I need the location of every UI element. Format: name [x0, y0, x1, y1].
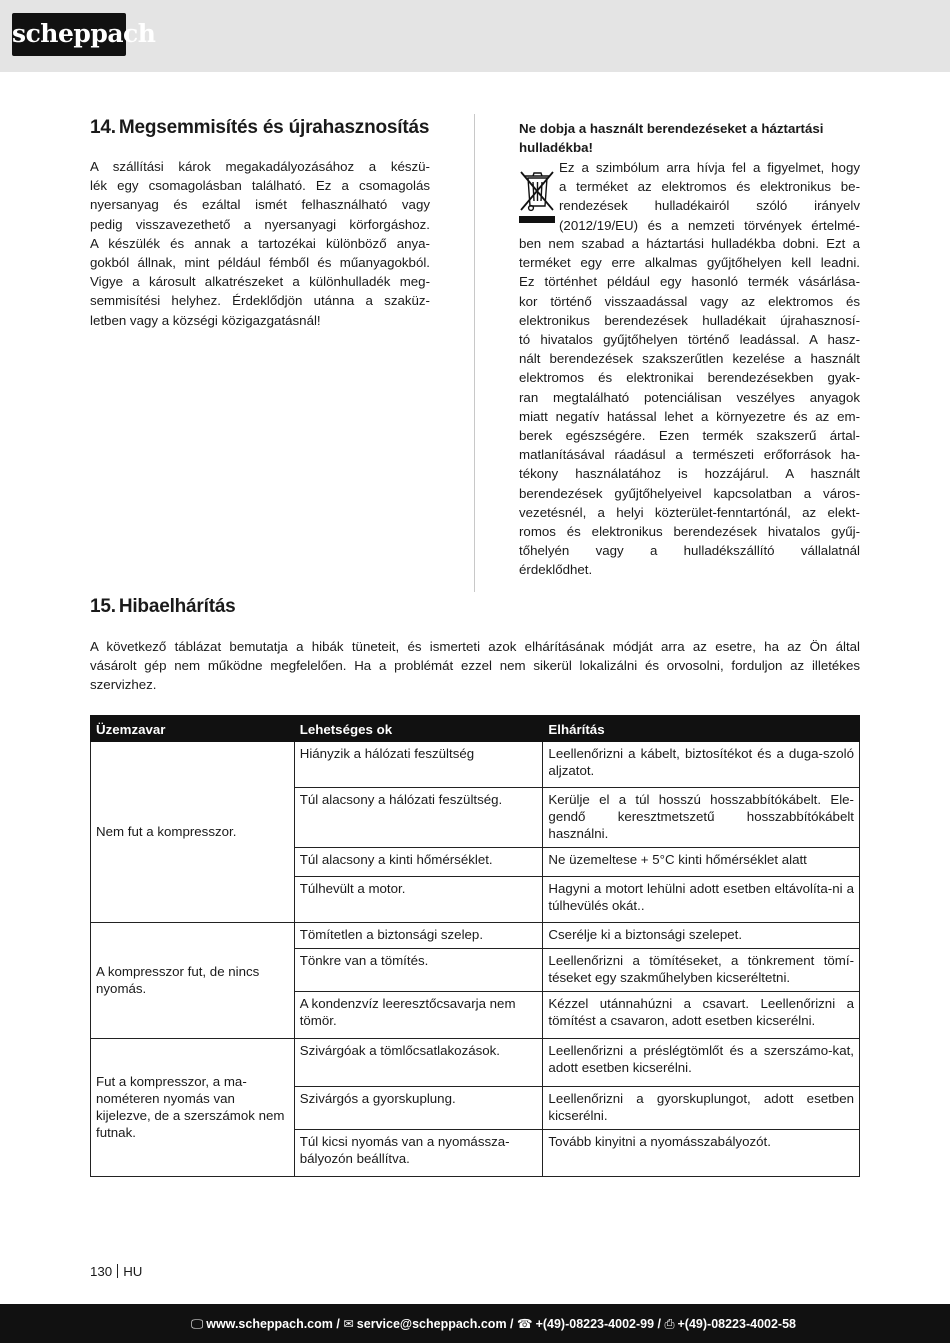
text-line: miatt negatív hatással lehet a környezetre és az em- [519, 408, 860, 424]
section-title: Megsemmisítés és újrahasznosítás [118, 117, 430, 138]
footer-contacts [191, 1316, 796, 1332]
fax-icon: ⎙ [664, 1317, 675, 1331]
text-line: letben vagy a községi közigazgatásnál! [90, 312, 321, 328]
text-line: kor történő visszaadással vagy az elektromos és [519, 293, 860, 309]
footer-phone: +(49)-08223-4002-99 [535, 1317, 655, 1331]
fault-cell: Fut a kompresszor, a ma-nométeren nyomás van kijelezve, de a szerszámok nem futnak. [91, 1039, 295, 1177]
separator: / [506, 1317, 517, 1331]
table-header-row [91, 716, 860, 742]
section-15-heading [90, 596, 236, 618]
remedy-cell: Kerülje el a túl hosszú hosszabbítókábelt. Ele-gendő keresztmetszetű hosszabbítókábelt használni. [543, 788, 860, 848]
cause-cell: Hiányzik a hálózati feszültség [294, 742, 543, 788]
page-number [90, 1264, 142, 1279]
text-line: A szállítási károk megakadályozásához a készü- [90, 159, 430, 174]
cause-cell: Tönkre van a tömítés. [294, 949, 543, 992]
email-icon: ✉ [343, 1317, 354, 1331]
text-line: A készülék és annak a tartozékai különböző anya- [90, 235, 430, 251]
computer-icon: 🖵 [191, 1317, 204, 1331]
footer-fax: +(49)-08223-4002-58 [677, 1317, 796, 1331]
cause-cell: Túl alacsony a kinti hőmérséklet. [294, 848, 543, 877]
text-line: (2012/19/EU) és a nemzeti törvények értelmé- [559, 217, 860, 233]
text-line: romos és elektronikus berendezések hivatalos gyűj- [519, 524, 860, 540]
cause-cell: Túl alacsony a hálózati feszültség. [294, 788, 543, 848]
remedy-cell: Ne üzemeltese + 5°C kinti hőmérséklet alatt [543, 848, 860, 877]
remedy-cell: Tovább kinyitni a nyomásszabályozót. [543, 1130, 860, 1177]
section-14-text [90, 157, 430, 330]
cause-cell: Túl kicsi nyomás van a nyomássza-bályozón beállítva. [294, 1130, 543, 1177]
phone-icon: ☎ [516, 1317, 533, 1331]
footer-email[interactable]: service@scheppach.com [356, 1317, 507, 1331]
disposal-text [519, 234, 860, 580]
text-line: elektronikus berendezések hulladékait újrahasznosí- [519, 312, 860, 328]
text-line: nyersanyag és ezáltal ismét felhasználható vagy [90, 197, 430, 213]
text-line: érdeklődhet. [519, 562, 593, 578]
remedy-cell: Leellenőrizni a préslégtömlőt és a szerszámo-kat, adott esetben kicserélni. [543, 1039, 860, 1087]
remedy-cell: Kézzel utánnahúzni a csavart. Leellenőrizni a tömítést a csavaron, adott esetben kicserélni. [543, 992, 860, 1039]
text-line: szervizhez. [90, 677, 157, 693]
text-line: tó hivatalos gyűjtőhelyen történő leadással. A hasz- [519, 332, 860, 348]
text-line: semmisítési helyhez. Érdeklődjön utánna a szaküz- [90, 293, 430, 309]
column-divider [474, 114, 475, 592]
cause-cell: Túlhevült a motor. [294, 877, 543, 923]
remedy-cell: Cserélje ki a biztonsági szelepet. [543, 923, 860, 949]
section-14-heading [90, 117, 429, 139]
page-language: HU [123, 1264, 143, 1279]
text-line: tékony használatához is hozzájárul. A használt [519, 466, 860, 482]
separator: / [332, 1317, 344, 1331]
disposal-warning-title [519, 119, 860, 157]
text-line: rendezések hulladékairól szóló irányelv [559, 198, 860, 214]
header-remedy: Elhárítás [543, 716, 860, 742]
text-line: vezetésnél, a helyi közterület-fenntartónál, az elekt- [519, 504, 860, 520]
page-number-value: 130 [90, 1264, 113, 1279]
text-line: tőhelyén vagy a hulladékszállító vállalatnál [519, 543, 860, 559]
text-line: gokból állnak, mint például fémből és műanyagokból. [90, 255, 430, 271]
text-line: ran megtalálható potenciálisan veszélyes anyagok [519, 389, 860, 405]
section-number: 14. [90, 117, 116, 138]
text-line: a terméket az elektromos és elektronikus be- [559, 179, 860, 195]
text-line: berek egészségére. Ezen termék szakszerű ártal- [519, 428, 860, 444]
text-line: vásárolt gép nem működne megfelelően. Ha a problémát ezzel nem sikerül lokalizálni és orvosolni, forduljon az illetékes [90, 658, 860, 674]
table-row [91, 923, 860, 949]
warning-title-line: hulladékba! [519, 140, 593, 156]
text-line: pedig visszavezethető a nyersanyagi körforgáshoz. [90, 216, 430, 232]
fault-cell: A kompresszor fut, de nincs nyomás. [91, 923, 295, 1039]
crossed-out-wheelie-bin-icon [519, 168, 555, 224]
text-line: ben nem szabad a háztartási hulladékba dobni. Ezt a [519, 236, 860, 251]
cause-cell: Szivárgóak a tömlőcsatlakozások. [294, 1039, 543, 1087]
remedy-cell: Leellenőrizni a tömítéseket, a tönkrement tömí-téseket egy szakműhelyben kicseréltetni. [543, 949, 860, 992]
header-fault: Üzemzavar [91, 716, 295, 742]
section-15-intro [90, 637, 860, 695]
table-row [91, 742, 860, 788]
text-line: nált berendezések szakszerűtlen kezelése a használt [519, 351, 860, 367]
remedy-cell: Hagyni a motort lehülni adott esetben eltávolíta-ni a túlhevülés okát.. [543, 877, 860, 923]
section-title: Hibaelhárítás [118, 596, 236, 617]
text-line: A következő táblázat bemutatja a hibák tüneteit, és ismerteti azok elhárításának módját arra az esetre, ha az Ön által [90, 639, 860, 654]
warning-title-line: Ne dobja a használt berendezéseket a háztartási [519, 121, 824, 136]
table-row [91, 1039, 860, 1087]
header-cause: Lehetséges ok [294, 716, 543, 742]
section-number: 15. [90, 596, 116, 617]
troubleshooting-table [90, 715, 860, 1177]
header-bar [0, 0, 950, 72]
disposal-text-beside-icon [559, 158, 860, 235]
cause-cell: Tömítetlen a biztonsági szelep. [294, 923, 543, 949]
text-line: lék egy csomagolásban található. Ez a csomagolás [90, 178, 430, 194]
text-line: Vigye a károsult alkatrészeket a különhulladék meg- [90, 274, 430, 290]
fault-cell: Nem fut a kompresszor. [91, 742, 295, 923]
cause-cell: A kondenzvíz leeresztőcsavarja nem tömör. [294, 992, 543, 1039]
footer-bar [0, 1304, 950, 1343]
separator: / [654, 1317, 665, 1331]
remedy-cell: Leellenőrizni a gyorskuplungot, adott esetben kicserélni. [543, 1087, 860, 1130]
text-line: matlanításával ráadásul a természeti erőforrások ha- [519, 447, 860, 463]
text-line: Ez a szimbólum arra hívja fel a figyelmet, hogy [559, 160, 860, 175]
footer-website[interactable]: www.scheppach.com [206, 1317, 333, 1331]
cause-cell: Szivárgós a gyorskuplung. [294, 1087, 543, 1130]
text-line: terméket egy erre alkalmas gyűjtőhelyen kell leadni. [519, 255, 860, 271]
text-line: berendezések gyűjtőhelyeivel kapcsolatban a város- [519, 485, 860, 501]
remedy-cell: Leellenőrizni a kábelt, biztosítékot és a duga-szoló aljzatot. [543, 742, 860, 788]
brand-logo: scheppach [12, 13, 126, 56]
text-line: Ez történhet például egy hasonló termék vásárlása- [519, 274, 860, 290]
text-line: elektromos és elektronikai berendezésekben gyak- [519, 370, 860, 386]
